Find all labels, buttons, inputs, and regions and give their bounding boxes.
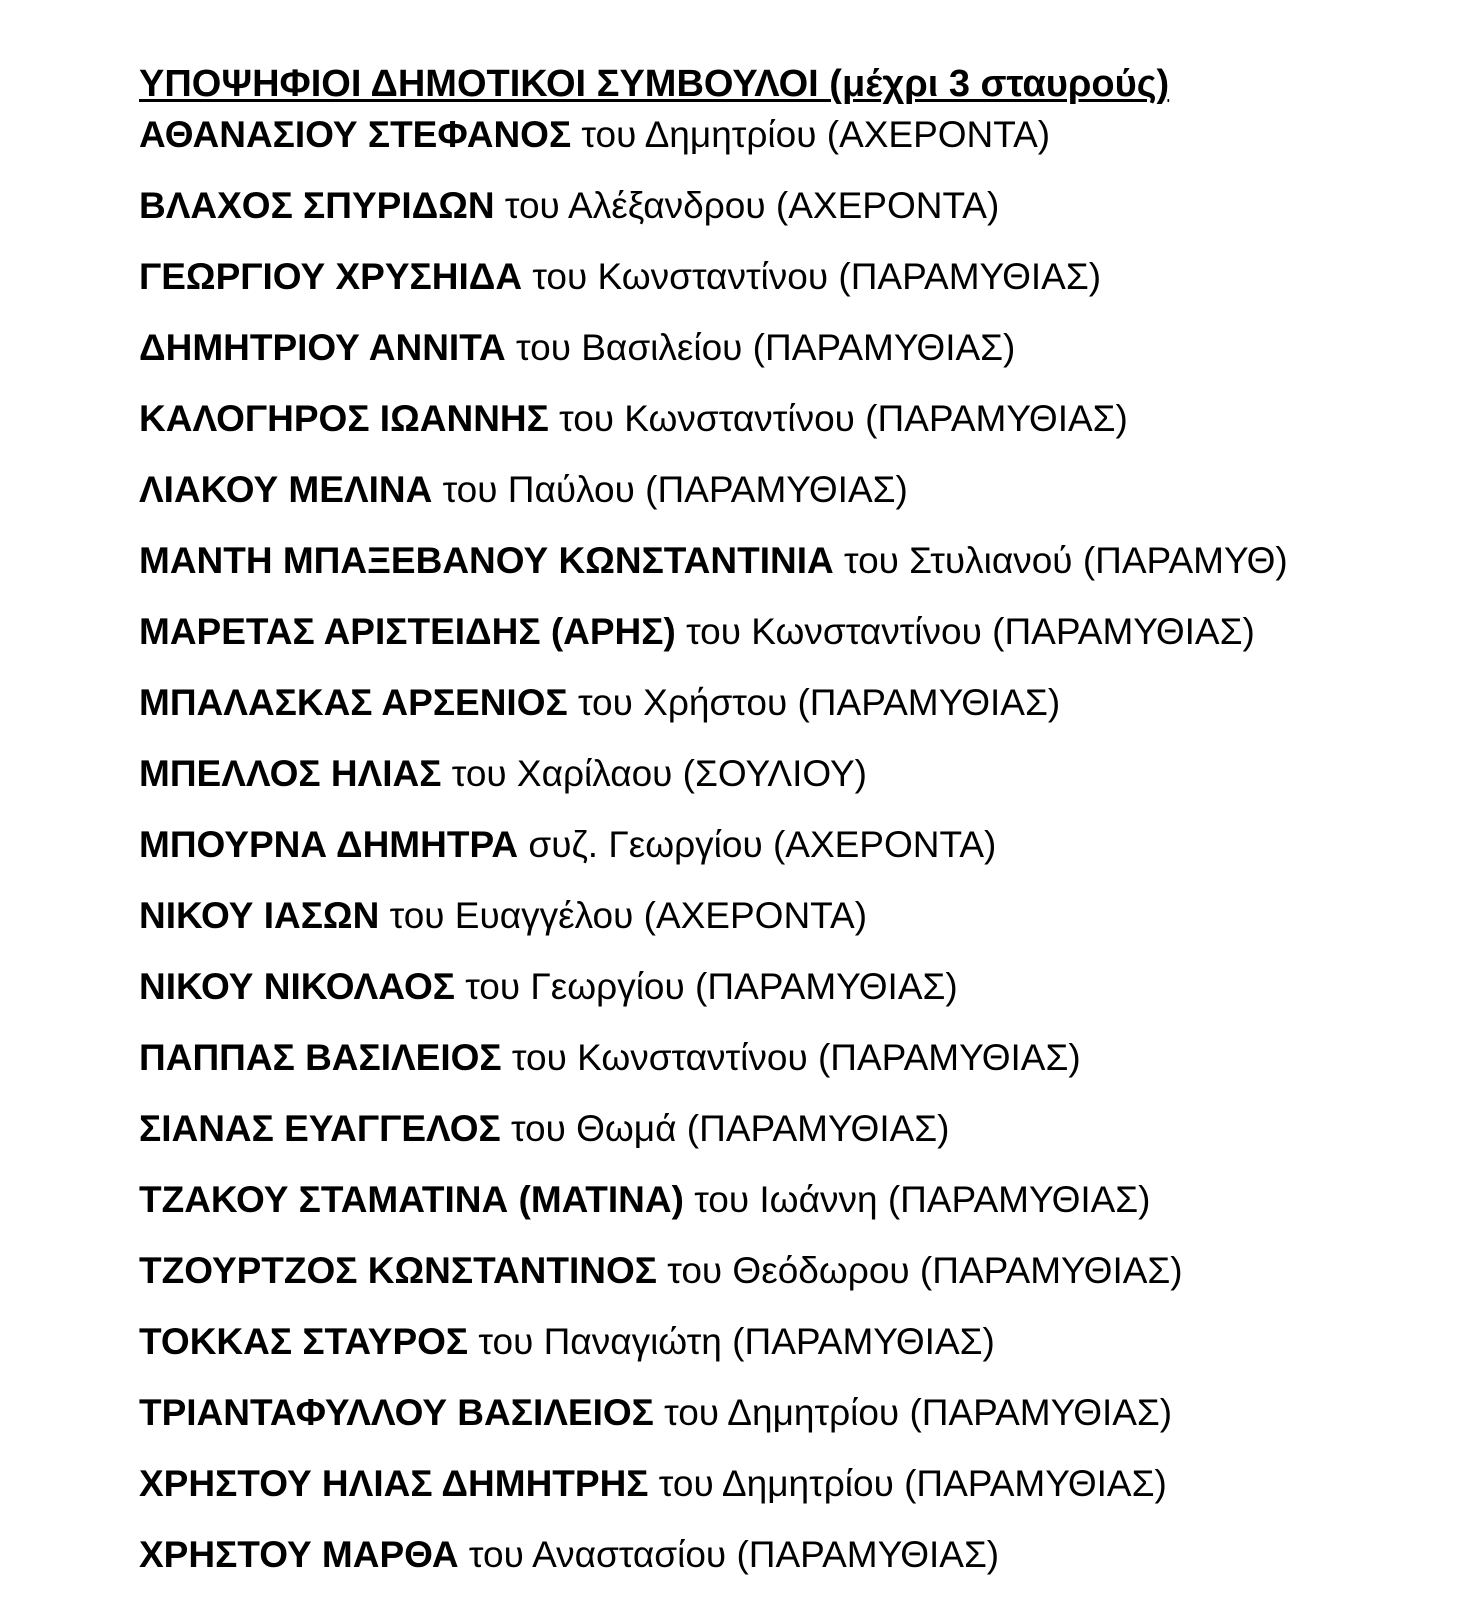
candidate-details: του Στυλιανού (ΠΑΡΑΜΥΘ) (833, 540, 1288, 581)
candidate-details: του Ευαγγέλου (ΑΧΕΡΟΝΤΑ) (379, 895, 868, 936)
candidate-name: ΝΙΚΟΥ ΙΑΣΩΝ (139, 895, 380, 936)
candidate-details: του Κωνσταντίνου (ΠΑΡΑΜΥΘΙΑΣ) (548, 398, 1128, 439)
candidate-details: του Κωνσταντίνου (ΠΑΡΑΜΥΘΙΑΣ) (675, 611, 1255, 652)
candidate-name: ΜΑΡΕΤΑΣ ΑΡΙΣΤΕΙΔΗΣ (ΑΡΗΣ) (139, 611, 676, 652)
candidate-item (139, 820, 1288, 891)
candidate-name: ΒΛΑΧΟΣ ΣΠΥΡΙΔΩΝ (139, 185, 495, 226)
candidate-details: του Χαρίλαου (ΣΟΥΛΙΟΥ) (441, 753, 867, 794)
candidate-details: συζ. Γεωργίου (ΑΧΕΡΟΝΤΑ) (518, 824, 997, 865)
candidate-item (139, 1104, 1288, 1175)
candidate-name: ΝΙΚΟΥ ΝΙΚΟΛΑΟΣ (139, 966, 455, 1007)
candidate-name: ΜΑΝΤΗ ΜΠΑΞΕΒΑΝΟΥ ΚΩΝΣΤΑΝΤΙΝΙΑ (139, 540, 834, 581)
candidate-item (139, 891, 1288, 962)
candidate-name: ΚΑΛΟΓΗΡΟΣ ΙΩΑΝΝΗΣ (139, 398, 549, 439)
candidate-item (139, 536, 1288, 607)
candidate-item (139, 110, 1288, 181)
candidate-item (139, 323, 1288, 394)
candidate-item (139, 1459, 1288, 1530)
candidate-details: του Παύλου (ΠΑΡΑΜΥΘΙΑΣ) (432, 469, 908, 510)
candidate-details: του Δημητρίου (ΠΑΡΑΜΥΘΙΑΣ) (648, 1463, 1167, 1504)
candidate-name: ΜΠΟΥΡΝΑ ΔΗΜΗΤΡΑ (139, 824, 519, 865)
candidate-item (139, 1246, 1288, 1317)
candidate-name: ΧΡΗΣΤΟΥ ΗΛΙΑΣ ΔΗΜΗΤΡΗΣ (139, 1463, 649, 1504)
candidate-item (139, 1388, 1288, 1459)
candidate-item (139, 607, 1288, 678)
candidate-details: του Βασιλείου (ΠΑΡΑΜΥΘΙΑΣ) (505, 327, 1016, 368)
candidate-item (139, 394, 1288, 465)
candidate-name: ΜΠΑΛΑΣΚΑΣ ΑΡΣΕΝΙΟΣ (139, 682, 568, 723)
candidate-item (139, 1033, 1288, 1104)
candidate-details: του Θεόδωρου (ΠΑΡΑΜΥΘΙΑΣ) (656, 1250, 1183, 1291)
candidate-details: του Παναγιώτη (ΠΑΡΑΜΥΘΙΑΣ) (468, 1321, 995, 1362)
candidate-details: του Γεωργίου (ΠΑΡΑΜΥΘΙΑΣ) (454, 966, 958, 1007)
candidate-name: ΧΡΗΣΤΟΥ ΜΑΡΘΑ (139, 1534, 459, 1575)
candidate-name: ΤΖΑΚΟΥ ΣΤΑΜΑΤΙΝΑ (ΜΑΤΙΝΑ) (139, 1179, 684, 1220)
candidate-details: του Αναστασίου (ΠΑΡΑΜΥΘΙΑΣ) (458, 1534, 1000, 1575)
candidate-details: του Αλέξανδρου (ΑΧΕΡΟΝΤΑ) (494, 185, 1000, 226)
candidate-details: του Ιωάννη (ΠΑΡΑΜΥΘΙΑΣ) (683, 1179, 1151, 1220)
candidate-item (139, 1530, 1288, 1601)
candidate-item (139, 465, 1288, 536)
candidate-name: ΑΘΑΝΑΣΙΟΥ ΣΤΕΦΑΝΟΣ (139, 114, 572, 155)
candidate-item (139, 252, 1288, 323)
section-heading: ΥΠΟΨΗΦΙΟΙ ΔΗΜΟΤΙΚΟΙ ΣΥΜΒΟΥΛΟΙ (μέχρι 3 σταυρούς) (139, 63, 1170, 105)
candidate-list (139, 110, 1288, 1601)
candidate-item (139, 181, 1288, 252)
candidate-details: του Δημητρίου (ΑΧΕΡΟΝΤΑ) (571, 114, 1051, 155)
candidate-name: ΔΗΜΗΤΡΙΟΥ ΑΝΝΙΤΑ (139, 327, 506, 368)
candidate-name: ΤΖΟΥΡΤΖΟΣ ΚΩΝΣΤΑΝΤΙΝΟΣ (139, 1250, 657, 1291)
candidate-name: ΜΠΕΛΛΟΣ ΗΛΙΑΣ (139, 753, 442, 794)
candidate-details: του Δημητρίου (ΠΑΡΑΜΥΘΙΑΣ) (653, 1392, 1173, 1433)
candidate-name: ΓΕΩΡΓΙΟΥ ΧΡΥΣΗΙΔΑ (139, 256, 523, 297)
candidate-name: ΣΙΑΝΑΣ ΕΥΑΓΓΕΛΟΣ (139, 1108, 501, 1149)
candidate-details: του Θωμά (ΠΑΡΑΜΥΘΙΑΣ) (500, 1108, 950, 1149)
candidate-details: του Κωνσταντίνου (ΠΑΡΑΜΥΘΙΑΣ) (501, 1037, 1081, 1078)
candidate-item (139, 678, 1288, 749)
candidate-details: του Κωνσταντίνου (ΠΑΡΑΜΥΘΙΑΣ) (522, 256, 1102, 297)
candidate-name: ΤΡΙΑΝΤΑΦΥΛΛΟΥ ΒΑΣΙΛΕΙΟΣ (139, 1392, 654, 1433)
candidate-item (139, 962, 1288, 1033)
candidate-name: ΤΟΚΚΑΣ ΣΤΑΥΡΟΣ (139, 1321, 469, 1362)
candidate-name: ΛΙΑΚΟΥ ΜΕΛΙΝΑ (139, 469, 433, 510)
candidate-details: του Χρήστου (ΠΑΡΑΜΥΘΙΑΣ) (567, 682, 1061, 723)
candidate-item (139, 1175, 1288, 1246)
candidate-item (139, 1317, 1288, 1388)
candidate-name: ΠΑΠΠΑΣ ΒΑΣΙΛΕΙΟΣ (139, 1037, 502, 1078)
candidate-item (139, 749, 1288, 820)
